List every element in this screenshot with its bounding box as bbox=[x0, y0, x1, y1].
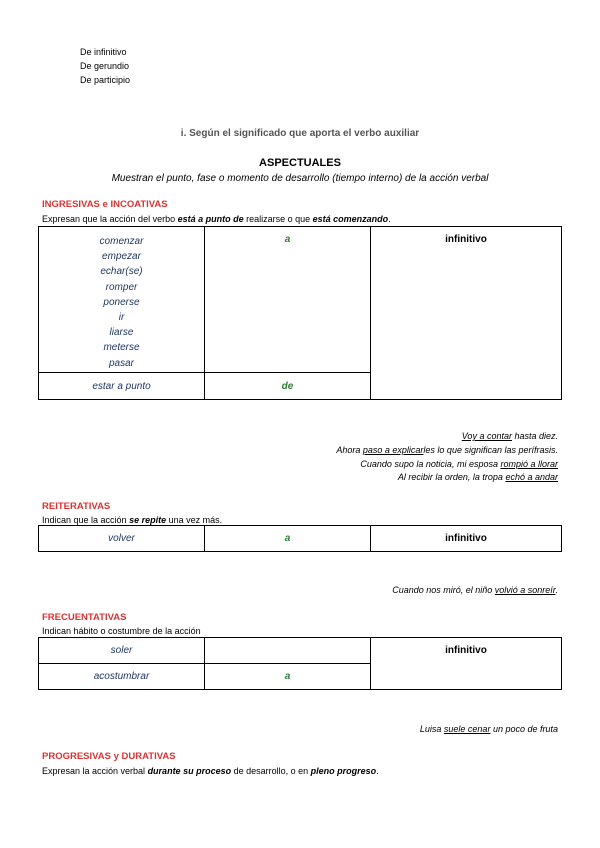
prep-cell: a bbox=[205, 664, 371, 690]
example-text: les lo que significan las perífrasis. bbox=[423, 445, 558, 455]
desc-text: de desarrollo, o en bbox=[231, 766, 311, 776]
forms-list bbox=[80, 45, 130, 87]
verb-item: echar(se) bbox=[100, 266, 143, 278]
verb-cell: acostumbrar bbox=[39, 664, 205, 690]
prep-cell: a bbox=[205, 227, 371, 373]
example-text: Al recibir la orden, la tropa bbox=[397, 472, 506, 482]
empty-cell bbox=[205, 638, 371, 664]
desc-emphasis: pleno progreso bbox=[310, 766, 377, 776]
verb-cell: estar a punto bbox=[39, 373, 205, 400]
example-text: Luisa bbox=[419, 724, 444, 734]
example-sentence bbox=[420, 724, 558, 734]
infinitive-cell: infinitivo bbox=[371, 526, 562, 552]
periphrasis: volvió a sonreír bbox=[494, 585, 556, 595]
section-title: i. Según el significado que aporta el verbo auxiliar bbox=[180, 128, 420, 139]
desc-text: una vez más. bbox=[166, 515, 223, 525]
reiterativas-heading: REITERATIVAS bbox=[42, 501, 111, 512]
ingresivas-heading: INGRESIVAS e INCOATIVAS bbox=[42, 199, 168, 210]
example-text: Cuando supo la noticia, mi esposa bbox=[360, 459, 501, 469]
list-item: De infinitivo bbox=[80, 47, 127, 57]
example-sentence bbox=[360, 459, 558, 469]
reiterativas-description bbox=[42, 515, 222, 525]
infinitive-cell: infinitivo bbox=[371, 227, 562, 400]
verb-cell: soler bbox=[39, 638, 205, 664]
desc-emphasis: durante su proceso bbox=[147, 766, 232, 776]
desc-emphasis: está comenzando bbox=[312, 214, 389, 224]
verb-item: comenzar bbox=[99, 236, 144, 247]
example-sentence bbox=[336, 445, 558, 455]
example-text: hasta diez. bbox=[511, 431, 558, 441]
list-item: De gerundio bbox=[80, 61, 130, 71]
desc-text: Expresan la acción verbal bbox=[42, 766, 148, 776]
desc-text: realizarse o que bbox=[243, 214, 313, 224]
desc-text: Expresan que la acción del verbo bbox=[42, 214, 178, 224]
desc-text: . bbox=[388, 214, 391, 224]
verb-item: meterse bbox=[103, 342, 140, 354]
example-sentence bbox=[462, 431, 558, 441]
desc-emphasis: está a punto de bbox=[177, 214, 244, 224]
verb-item: liarse bbox=[109, 327, 134, 339]
prep-cell: a bbox=[205, 526, 371, 552]
periphrasis: suele cenar bbox=[443, 724, 491, 734]
ingresivas-table bbox=[38, 226, 562, 400]
desc-text: . bbox=[376, 766, 379, 776]
verb-item: empezar bbox=[102, 251, 141, 263]
example-text: . bbox=[555, 585, 558, 595]
example-text: Ahora bbox=[336, 445, 363, 455]
example-sentence bbox=[398, 472, 558, 482]
frecuentativas-table bbox=[38, 637, 562, 690]
verb-cell: volver bbox=[39, 526, 205, 552]
verb-item: romper bbox=[105, 281, 138, 293]
list-item: De participio bbox=[80, 75, 131, 85]
periphrasis: paso a explicar bbox=[362, 445, 424, 455]
example-sentence bbox=[392, 585, 558, 595]
progresivas-description bbox=[42, 766, 379, 776]
reiterativas-table bbox=[38, 525, 562, 552]
example-text: un poco de fruta bbox=[490, 724, 558, 734]
periphrasis: echó a andar bbox=[505, 472, 558, 482]
verb-list-cell bbox=[39, 227, 205, 373]
verb-item: ir bbox=[118, 312, 125, 324]
progresivas-heading: PROGRESIVAS y DURATIVAS bbox=[42, 751, 176, 762]
periphrasis: Voy a contar bbox=[461, 431, 512, 441]
verb-item: pasar bbox=[108, 357, 134, 369]
frecuentativas-heading: FRECUENTATIVAS bbox=[42, 612, 127, 623]
example-text: Cuando nos miró, el niño bbox=[392, 585, 495, 595]
periphrasis: rompió a llorar bbox=[500, 459, 558, 469]
infinitive-cell: infinitivo bbox=[371, 638, 562, 690]
frecuentativas-description: Indican hábito o costumbre de la acción bbox=[42, 626, 201, 636]
aspectuales-title: ASPECTUALES bbox=[259, 157, 341, 169]
ingresivas-description bbox=[42, 214, 391, 224]
aspectuales-subtitle: Muestran el punto, fase o momento de desarrollo (tiempo interno) de la acción verbal bbox=[111, 173, 489, 184]
verb-item: ponerse bbox=[103, 296, 140, 308]
prep-cell: de bbox=[205, 373, 371, 400]
desc-text: Indican que la acción bbox=[42, 515, 130, 525]
desc-emphasis: se repite bbox=[129, 515, 167, 525]
